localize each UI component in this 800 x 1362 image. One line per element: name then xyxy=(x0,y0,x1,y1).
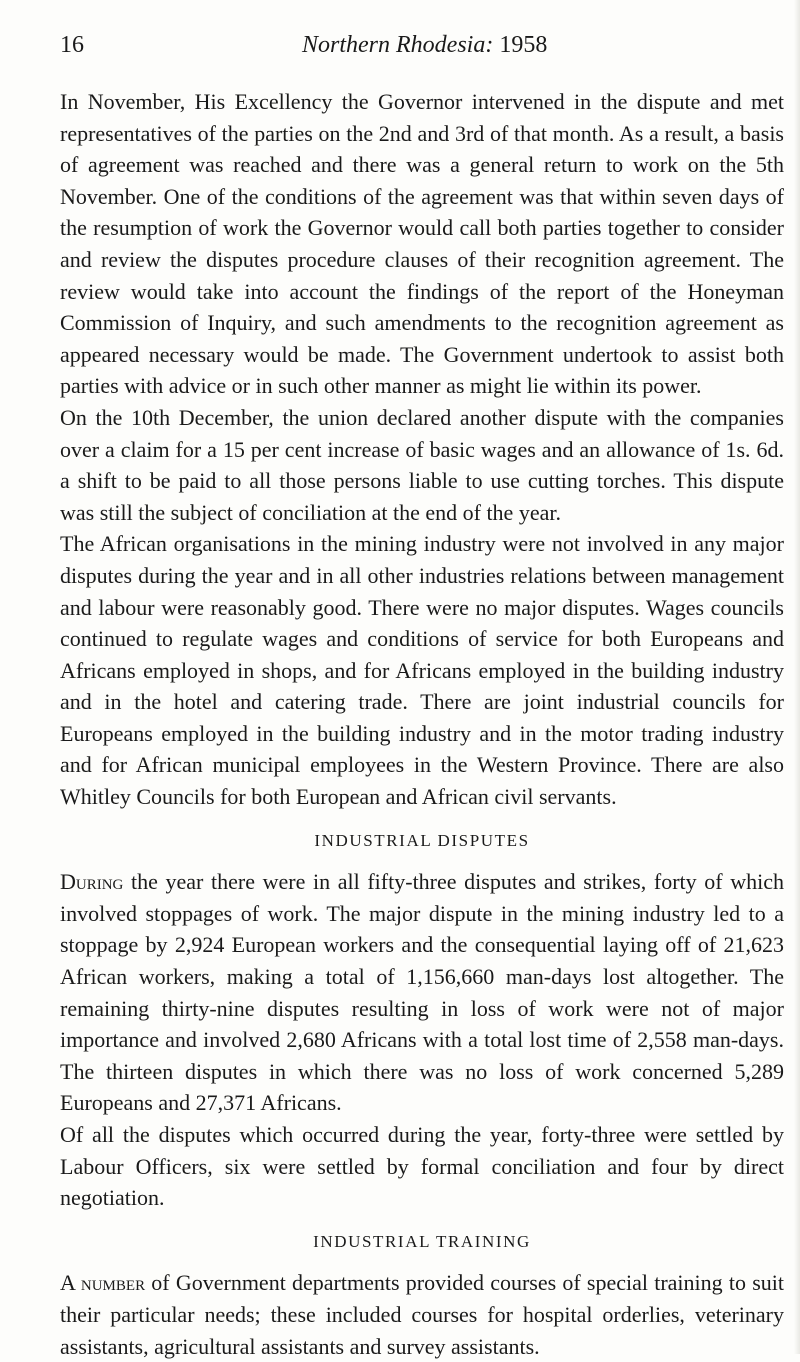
paragraph-training xyxy=(60,1267,784,1362)
running-title xyxy=(302,30,547,60)
section-heading-disputes: INDUSTRIAL DISPUTES xyxy=(314,830,530,850)
running-title-year: 1958 xyxy=(499,32,548,58)
running-title-text: Northern Rhodesia: xyxy=(302,32,494,58)
running-head xyxy=(60,30,784,60)
paragraph-disputes-summary xyxy=(60,866,784,1119)
lead-word: A number xyxy=(60,1270,146,1296)
paragraph-december-dispute: On the 10th December, the union declared another dispute with the companies over a claim for a 15 per cent increase of basic wages and an allowance of 1s. 6d. a shift to be paid to all those persons liable to use cutting torches. This dispute was still the subject of conciliation at the end of the year. xyxy=(60,404,784,525)
lead-word: During xyxy=(60,869,124,895)
paragraph-disputes-settlement: Of all the disputes which occurred during the year, forty-three were settled by Labour Officers, six were settled by formal conciliation and four by direct negotiation. xyxy=(60,1122,784,1211)
document-page xyxy=(60,30,784,1362)
paragraph-text: of Government departments provided courses of special training to suit their particular needs; these included courses for hospital orderlies, veterinary assistants, agricultural assistants and survey assistants. xyxy=(60,1270,784,1359)
page-edge-shadow xyxy=(794,0,800,1354)
page-number: 16 xyxy=(60,32,84,58)
paragraph-governor-intervention: In November, His Excellency the Governor intervened in the dispute and met representatives of the parties on the 2nd and 3rd of that month. As a result, a basis of agreement was reached and there was a general return to work on the 5th November. One of the conditions of the agreement was that within seven days of the resumption of work the Governor would call both parties together to consider and review the disputes procedure clauses of their recognition agreement. The review would take into account the findings of the report of the Honeyman Commission of Inquiry, and such amendments to the recognition agreement as appeared necessary would be made. The Government undertook to assist both parties with advice or in such other manner as might lie within its power. xyxy=(60,89,784,399)
paragraph-text: the year there were in all fifty-three disputes and strikes, forty of which involved stoppages of work. The major dispute in the mining industry led to a stoppage by 2,924 European workers and the consequential laying off of 21,623 African workers, making a total of 1,156,660 man-days lost altogether. The remaining thirty-nine disputes resulting in loss of work were not of major importance and involved 2,680 Africans with a total lost time of 2,558 man-days. The thirteen disputes in which there was no loss of work concerned 5,289 Europeans and 27,371 Africans. xyxy=(60,869,784,1116)
paragraph-african-organisations: The African organisations in the mining industry were not involved in any major disputes during the year and in all other industries relations between management and labour were reasonably good. There were no major disputes. Wages councils continued to regulate wages and conditions of service for both Europeans and Africans employed in shops, and for Africans employed in the building industry and in the hotel and catering trade. There are joint industrial councils for Europeans employed in the building industry and in the motor trading industry and for African municipal employees in the Western Province. There are also Whitley Councils for both European and African civil servants. xyxy=(60,531,784,810)
section-heading-training: INDUSTRIAL TRAINING xyxy=(313,1231,531,1251)
